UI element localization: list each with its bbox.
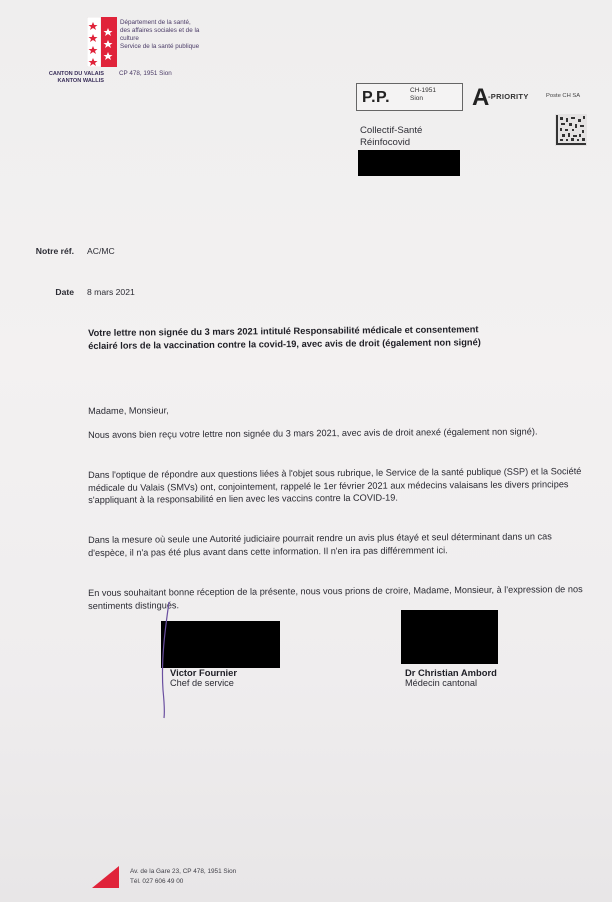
postage-a-letter: A xyxy=(472,84,490,111)
department-line: culture xyxy=(120,35,139,42)
signatory-role: Médecin cantonal xyxy=(405,678,478,688)
footer-contact xyxy=(130,867,236,887)
postage-origin xyxy=(410,87,436,103)
reference-value: AC/MC xyxy=(87,246,115,256)
body-paragraph: Dans l'optique de répondre aux questions liées à l'objet sous rubrique, le Service de la santé publique (SSP) et la Société médicale du Valais (SMVs) ont, conjointement, rappelé le 1er février 2021 aux médecins valaisans les divers principes s'appliquant à la responsabilité en lien avec les vaccins contre la COVID-19. xyxy=(88,466,582,506)
signatory-left xyxy=(170,667,237,688)
footer-triangle-icon xyxy=(92,866,119,888)
postal-box: CP 478, 1951 Sion xyxy=(119,70,172,77)
signatory-role: Chef de service xyxy=(170,678,234,688)
department-line: des affaires sociales et de la xyxy=(120,27,200,34)
signature-redaction xyxy=(401,610,498,664)
datamatrix-icon xyxy=(555,114,587,146)
department-line: Département de la santé, xyxy=(120,19,191,26)
subject-line: Votre lettre non signée du 3 mars 2021 intitulé Responsabilité médicale et consentement xyxy=(88,324,479,338)
signatory-right xyxy=(405,667,497,688)
postage-priority: -PRIORITY xyxy=(488,92,529,101)
body-paragraph: En vous souhaitant bonne réception de la présente, nous vous prions de croire, Madame, Monsieur, à l'expression de nos sentiments distingués. xyxy=(88,584,583,611)
signatory-name: Victor Fournier xyxy=(170,667,238,678)
postage-provider: Poste CH SA xyxy=(546,93,581,99)
signature-redaction xyxy=(161,621,280,668)
postage-ch-city: Sion xyxy=(410,95,424,102)
department-block xyxy=(120,19,230,51)
canton-name-de: KANTON WALLIS xyxy=(57,78,104,84)
footer-phone: Tél. 027 606 49 00 xyxy=(130,878,184,885)
valais-flag-logo-icon xyxy=(87,17,117,67)
letter-subject xyxy=(88,322,584,353)
body-paragraph: Nous avons bien reçu votre lettre non signée du 3 mars 2021, avec avis de droit anexé (également non signé). xyxy=(88,426,538,440)
canton-name xyxy=(46,71,104,85)
signatory-name: Dr Christian Ambord xyxy=(405,667,497,678)
footer-address: Av. de la Gare 23, CP 478, 1951 Sion xyxy=(130,868,237,875)
canton-name-fr: CANTON DU VALAIS xyxy=(48,71,104,77)
body-paragraph: Dans la mesure où seule une Autorité judiciaire pourrait rendre un avis plus étayé et seul déterminant dans un cas d'espèce, il n'a pas été plus avant dans cette information. Il n'en ira pas différemment ici. xyxy=(88,531,552,558)
date-label: Date xyxy=(55,287,74,297)
postage-pp: P.P. xyxy=(362,89,391,106)
date-value: 8 mars 2021 xyxy=(87,287,135,297)
subject-line: éclairé lors de la vaccination contre la covid-19, avec avis de droit (également non signé) xyxy=(88,337,481,351)
recipient-line: Collectif-Santé xyxy=(360,125,423,136)
reference-label: Notre réf. xyxy=(35,246,74,256)
recipient-address xyxy=(360,125,422,149)
redaction-block xyxy=(358,150,460,176)
recipient-line: Réinfocovid xyxy=(360,137,411,148)
salutation: Madame, Monsieur, xyxy=(88,405,169,416)
postage-ch-code: CH-1951 xyxy=(410,87,437,94)
department-line: Service de la santé publique xyxy=(120,43,200,50)
pen-stroke xyxy=(155,600,175,720)
